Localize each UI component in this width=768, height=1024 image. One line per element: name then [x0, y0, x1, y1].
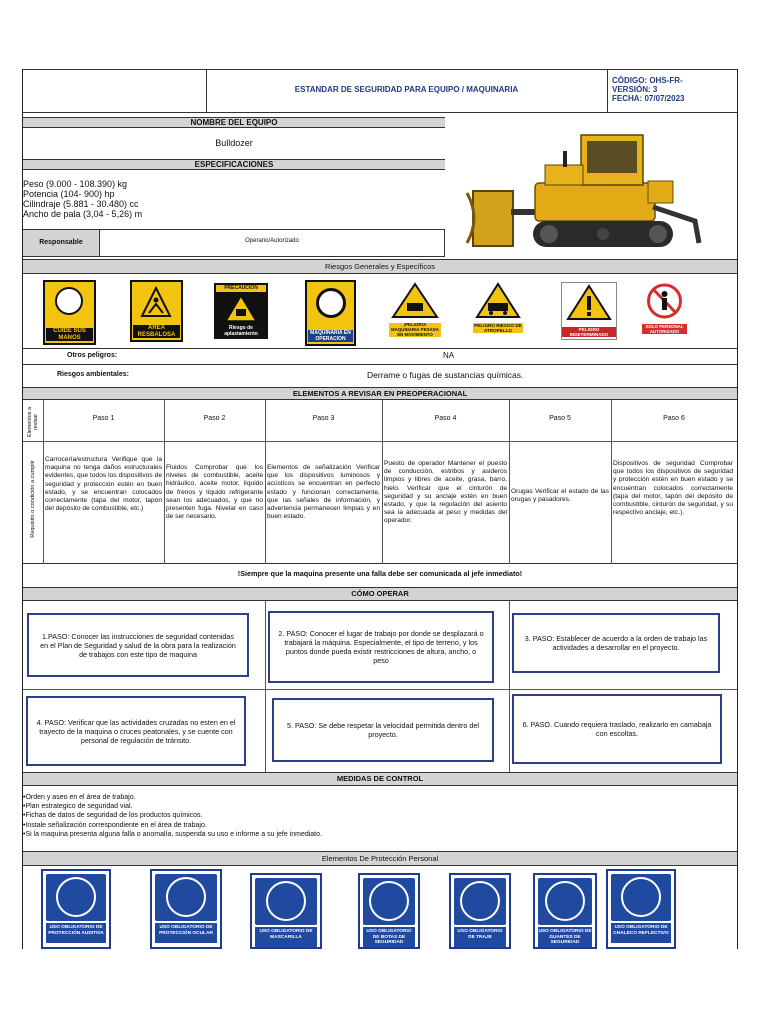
control-item: •Fichas de datos de seguridad de los productos químicos. [23, 812, 203, 820]
control-item: •Instale señalización correspondiente en el área de trabajo. [23, 821, 207, 829]
responsible-label: Responsable [23, 230, 100, 256]
environmental-risks-row [23, 365, 737, 387]
sign-caption: AREA RESBALOSA [133, 325, 180, 338]
sign-caption: PELIGRO RIESGO DE ATROPELLO [474, 323, 522, 333]
environmental-risks-label: Riesgos ambientales: [57, 371, 129, 378]
step-3-body: Elementos de señalización Verificar que los dispositivos luminosos y acústicos se encuentran en perfecto estado y funcionan correctamente, que las señales de información, y advertencia permanecen limpias y en buen estado. [267, 464, 380, 521]
operate-step-3: 3. PASO: Establecer de acuerdo a la orden de trabajo las actividades a desarrollar en el proyecto. [512, 613, 720, 673]
heavy-machinery-icon [389, 281, 441, 321]
step-1-body: Carrocería/estructura Verifique que la maquina no tenga daños estructurales evidentes, que todos los dispositivos de seguridad y protección estén en buen estado, y se encuentran colocados correctamente (tapa del motor, tapón del depósito de combustible, etc.) [45, 456, 162, 513]
control-list [23, 793, 737, 839]
specs-label: ESPECIFICACIONES [23, 159, 445, 170]
code-cell [607, 70, 738, 112]
preop-side-label-bottom: Requisito o condición a cumplir [30, 460, 36, 538]
risk-sign-1 [43, 280, 96, 345]
ppe-card-5 [449, 873, 511, 949]
preop-table [23, 400, 737, 564]
risk-sign-7 [561, 282, 617, 340]
step-4-body: Puesto de operador Mantener el puesto de conducción, estribos y asideros limpios y libres de aceite, grasa, barro, hielo. Verificar que el cinturón de seguridad y su anclaje estén en buen estado, y que la regulación del asiento sea la adecuada al peso y medidas del operador. [384, 460, 507, 525]
risk-sign-4 [305, 280, 356, 346]
undetermined-danger-icon [562, 283, 616, 323]
spec-line: Potencia (104- 900) hp [23, 189, 115, 199]
operate-row-line [23, 689, 737, 690]
safety-gloves-icon [545, 881, 585, 921]
ppe-caption: USO OBLIGATORIO DE PROTECCIÓN OCULAR [155, 923, 217, 943]
step-1-head: Paso 1 [92, 415, 115, 422]
spec-line: Cilindraje (5.881 - 30.480) cc [23, 199, 139, 209]
operate-col-line [509, 601, 510, 773]
ppe-panel [255, 878, 317, 925]
ppe-panel [155, 874, 217, 921]
ppe-caption: USO OBLIGATORIO DE GUANTES DE SEGURIDAD [538, 929, 592, 946]
machinery-operating-icon [316, 288, 346, 318]
hand-crush-icon [55, 287, 83, 315]
operate-step-5: 5. PASO: Se debe respetar la velocidad permitida dentro del proyecto. [272, 698, 494, 762]
ppe-caption: USO OBLIGATORIO DE CHALECO REFLECTIVO [611, 923, 671, 943]
spec-line: Peso (9.000 - 108.390) kg [23, 179, 128, 189]
spec-line: Ancho de pala (3,04 - 5,26) m [23, 209, 143, 219]
preop-title: ELEMENTOS A REVISAR EN PREOPERACIONAL [23, 387, 737, 400]
risks-title: Riesgos Generales y Específicos [23, 259, 737, 274]
ppe-card-3 [250, 873, 322, 949]
risk-sign-5 [389, 281, 441, 341]
safety-boots-icon [369, 881, 409, 921]
step-6-head: Paso 6 [663, 415, 685, 422]
ear-protection-icon [56, 877, 96, 917]
ppe-panel [363, 878, 415, 925]
sign-header: PRECAUCIÓN [216, 285, 266, 292]
sign-caption: PELIGRO INDETERMINADO [562, 327, 616, 337]
safety-vest-icon [621, 877, 661, 917]
step-5-body: Orugas Verificar el estado de las orugas y pasadores. [511, 488, 609, 504]
doc-version: VERSIÓN: 3 [612, 85, 658, 94]
preop-col-line [509, 400, 510, 564]
ppe-caption: USO OBLIGATORIO DE MASCARILLA [255, 927, 317, 947]
preop-side-label-top: Elementos a revisar [27, 407, 39, 437]
ppe-title: Elementos De Protección Personal [23, 851, 737, 866]
other-hazards-value: NA [443, 351, 455, 360]
crush-hazard-icon [214, 293, 268, 323]
control-item: •Si la maquina presenta alguna falla o anomalía, suspenda su uso e informe a su jefe inmediato. [23, 830, 322, 838]
equipment-name: Bulldozer [215, 138, 253, 148]
risk-sign-2 [130, 280, 183, 342]
sign-caption: Riesgo de aplastamiento [224, 325, 258, 337]
sign-caption: SOLO PERSONAL AUTORIZADO [642, 324, 687, 334]
responsible-value: Operario/Autorizado [245, 238, 299, 244]
ppe-caption: USO OBLIGATORIO DE TRAJE [454, 927, 506, 947]
step-4-head: Paso 4 [434, 415, 457, 422]
responsible-row [23, 229, 445, 257]
step-3-head: Paso 3 [312, 415, 335, 422]
environmental-risks-value: Derrame o fugas de sustancias químicas. [367, 370, 524, 380]
ppe-card-4 [358, 873, 420, 949]
run-over-risk-icon [473, 281, 523, 321]
operate-step-6: 6. PASO. Cuando requiera traslado, realizarlo en camabaja con escoltas. [512, 694, 722, 764]
bulldozer-image [463, 121, 713, 256]
preop-col-line [382, 400, 383, 564]
other-hazards-row [23, 348, 737, 365]
ppe-panel [538, 878, 592, 925]
control-item: •Plan estrategico de seguridad vial. [23, 803, 133, 811]
logo-cell [23, 70, 207, 112]
preop-col-line [43, 400, 44, 564]
work-suit-icon [460, 881, 500, 921]
eye-protection-icon [166, 877, 206, 917]
operate-step-2: 2. PASO: Conocer el lugar de trabajo por donde se desplazará o trabajará la máquina. Especialmente, el tipo de terreno, y los puntos donde pueda existir restricciones de altura, ancho, o peso [268, 611, 494, 683]
risk-sign-8 [642, 282, 687, 342]
preop-col-line [265, 400, 266, 564]
ppe-panel [611, 874, 671, 921]
ppe-caption: USO OBLIGATORIO DE PROTECCIÓN AUDITIVA [46, 923, 106, 943]
ppe-card-7 [606, 869, 676, 949]
step-6-body: Dispositivos de seguridad Comprobar que todos los dispositivos de seguridad y protección estén en buen estado y se encuentran colocados correctamente (tapa del motor, tapón del depósito de combustible, cinturón de seguridad, y su respectivo anclaje, etc.). [613, 460, 733, 517]
sign-caption: ¡PELIGRO! MAQUINARIA PESADA EN MOVIMIENTO [389, 323, 441, 337]
operate-step-1: 1.PASO: Conocer las instrucciones de seguridad contenidas en el Plan de Seguridad y salud de la obra para la realización de trabajos con este tipo de maquina [27, 613, 249, 677]
ppe-card-2 [150, 869, 222, 949]
control-item: •Orden y aseo en el área de trabajo. [23, 794, 136, 801]
document-title: ESTANDAR DE SEGURIDAD PARA EQUIPO / MAQUINARIA [294, 85, 519, 94]
other-hazards-label: Otros peligros: [67, 352, 118, 359]
slippery-area-icon [132, 284, 181, 320]
authorized-only-icon [642, 282, 687, 320]
risk-sign-6 [473, 281, 523, 343]
risk-sign-3 [214, 283, 268, 339]
preop-col-line [164, 400, 165, 564]
ppe-card-1 [41, 869, 111, 949]
ppe-card-6 [533, 873, 597, 949]
step-2-body: Fluidos Comprobar que los niveles de combustible, aceite hidráulico, aceite motor, líquido de frenos y líquido refrigerante sean los adecuados, y que no presenten fuga. Nivelar en caso de ser necesario. [166, 464, 263, 521]
ppe-panel [454, 878, 506, 925]
header-row [23, 69, 737, 113]
doc-code: CÓDIGO: OHS-FR- [612, 76, 683, 85]
sign-caption: MAQUINARIA EN OPERACION [308, 330, 353, 342]
equipment-name-label: NOMBRE DEL EQUIPO [23, 117, 445, 128]
operate-title: CÓMO OPERAR [23, 587, 737, 601]
operate-step-4: 4. PASO: Verificar que las actividades cruzadas no esten en el trayecto de la maquina o cruces peatonales, y se cuente con personal de regulación de tránsito. [26, 696, 246, 766]
face-mask-icon [266, 881, 306, 921]
control-title: MEDIDAS DE CONTROL [23, 772, 737, 786]
step-5-head: Paso 5 [549, 415, 571, 422]
failure-warning: !Siempre que la maquina presente una falla debe ser comunicada al jefe inmediato! [237, 569, 523, 578]
ppe-panel [46, 874, 106, 921]
doc-date: FECHA: 07/07/2023 [612, 94, 685, 103]
preop-col-line [611, 400, 612, 564]
sign-caption: CUIDE SUS MANOS [46, 328, 93, 341]
preop-head-line [23, 441, 737, 442]
ppe-caption: USO OBLIGATORIO DE BOTAS DE SEGURIDAD [363, 927, 415, 947]
specs-list [23, 179, 323, 219]
operate-col-line [265, 601, 266, 773]
safety-standard-sheet [22, 69, 738, 949]
step-2-head: Paso 2 [203, 415, 226, 422]
